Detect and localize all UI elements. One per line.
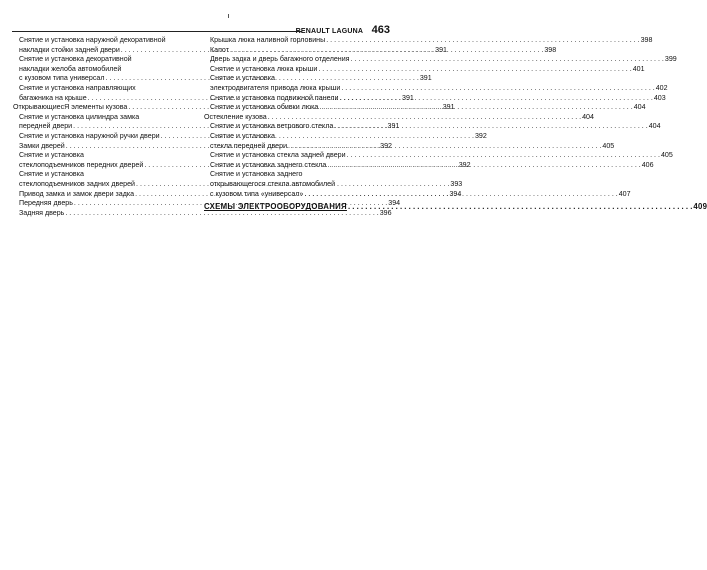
toc-entry-text: Снятие и установка направляющих [19,83,136,92]
toc-entry-text: Остекление кузова [204,112,267,121]
toc-entry-text: Замки дверей [19,141,65,150]
toc-entry-text: Снятие и установка [19,170,84,179]
dot-leader [327,161,640,171]
toc-entry-text: Снятие и установка [210,131,275,140]
toc-page-number: 398 [544,45,557,54]
crop-mark [228,14,229,18]
toc-entry-text: багажника на крыше [19,93,87,102]
dot-leader [348,202,692,212]
toc-entry-text: Снятие и установка наружной ручки двери [19,131,160,140]
toc-entry-text: Снятие и установка [210,74,275,83]
toc-entry-text: Снятие и установка люка крыши [210,64,318,73]
toc-page-number: 405 [660,151,673,160]
toc-page-number: 391 [442,103,455,112]
dot-leader [326,36,639,46]
toc-entry-text: Снятие и установка подвижной панели [210,93,339,102]
toc-page-number: 391 [402,93,414,102]
header-rule [12,31,302,32]
toc-entry-text: ОткрывающиесЯ элементы кузова [13,103,128,112]
toc-entry-text: Дверь задка и дверь багажного отделения [210,55,350,64]
toc-entry [204,36,653,46]
toc-entry-text: стеклоподъемников передних дверей [19,160,144,169]
toc-page-number: 391 [387,122,400,131]
dot-leader [230,46,543,56]
dot-leader [334,122,647,132]
toc-entry-text: открывающегося стекла автомобилей [210,179,336,188]
dot-leader [351,55,664,65]
toc-entry-text: передней двери [19,122,73,131]
toc-entry-row [210,151,673,161]
toc-page-number: 404 [633,103,646,112]
toc-entry-text: Задняя дверь [19,208,65,217]
toc-page-number: 406 [641,160,654,169]
dot-leader [288,142,601,152]
toc-page-number: 403 [653,93,666,102]
dot-leader [319,103,632,113]
toc-entry-text: накладки желоба автомобилей [19,64,122,73]
dot-leader [318,65,631,75]
dot-leader [268,113,581,123]
toc-page-number: 391 [419,74,432,83]
toc-entry-text: Привод замка и замок двери задка [19,189,135,198]
toc-page-number: 393 [450,179,463,188]
toc-entry [13,131,487,142]
toc-entry-row [204,112,594,123]
toc-entry-text: стеклоподъемников задних дверей [19,179,135,188]
toc-entry-text: Снятие и установка [19,151,84,160]
toc-page-number: 398 [640,36,653,44]
toc-entry-text: Снятие и установка ветрового стекла [210,122,334,131]
toc-entry-text: Капот [210,45,229,54]
section-title: СХЕМЫ ЭЛЕКТРООБОРУДОВАНИЯ [204,202,347,212]
toc-page-number: 392 [474,131,487,140]
toc-entry [204,55,677,65]
toc-entry-text: стекла передней двери [210,141,288,150]
toc-entry [13,208,392,219]
toc-entry-row [19,208,392,219]
dot-leader [347,151,660,161]
toc-entry [204,112,594,123]
toc-page-number: 405 [602,141,615,150]
toc-page-number: 394 [449,189,462,198]
toc-entry-text: Крышка люка наливной горловины [210,36,326,44]
toc-entry-text: накладки стойки задней двери [19,45,120,54]
toc-entry-row [210,36,653,46]
header-brand: RENAULT LAGUNA [295,28,364,35]
dot-leader [339,94,652,104]
toc-page-number: 392 [458,160,471,169]
toc-entry-row [210,55,677,65]
dot-leader [304,190,617,200]
toc-entry-text: Снятие и установка наружной декоративной [19,36,166,44]
toc-entry-row [19,131,487,142]
dot-leader [341,84,654,94]
toc-entry-text: с кузовом типа универсал [19,74,105,83]
toc-page-number: 394 [388,199,401,208]
toc-page-number: 399 [664,55,677,64]
toc-entry-text: Снятие и установка цилиндра замка [19,112,140,121]
toc-entry [204,151,673,161]
toc-page-number: 402 [655,83,668,92]
toc-entry-text: Снятие и установка заднего [210,170,303,179]
toc-page-number: 407 [618,189,631,198]
toc-entry-text: Снятие и установка декоративной [19,55,132,64]
toc-page-number: 404 [648,122,661,131]
toc-entry-row [210,64,645,75]
toc-page-number: 391 [435,45,447,54]
toc-page-number: 396 [379,208,392,217]
toc-page-number: 404 [582,112,594,121]
toc-entry-text: Передняя дверь [19,199,73,208]
toc-entry-text: Снятие и установка заднего стекла [210,160,327,169]
toc-entry-row [210,83,668,94]
toc-entry-text: с кузовом типа «универсал» [210,189,304,198]
toc-entry-text: Снятие и установка стекла задней двери [210,151,346,160]
section-page-number: 409 [693,202,707,212]
toc-entry-text: электродвигателя привода люка крыши [210,83,341,92]
toc-page-number: 401 [632,64,645,73]
header-page-number: 463 [371,24,390,36]
toc-entry [204,64,645,75]
toc-page-number: 392 [380,141,392,150]
toc-entry-text: Снятие и установка обивки люка [210,103,319,112]
